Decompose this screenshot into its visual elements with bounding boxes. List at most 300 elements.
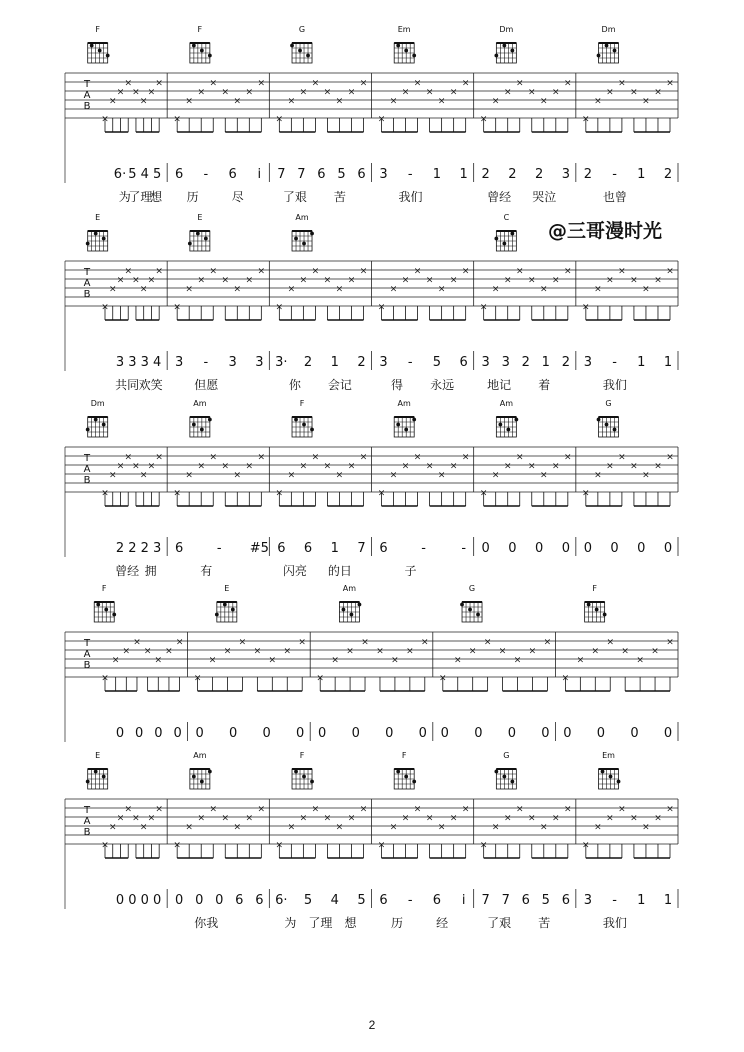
melody-note: 3	[501, 355, 510, 370]
melody-note: 0	[508, 541, 517, 556]
melody-note: 3	[228, 355, 237, 370]
tab-note: ×	[377, 840, 386, 851]
chord-dot	[587, 603, 591, 607]
tab-note: ×	[618, 78, 626, 89]
tab-note: ×	[618, 266, 626, 277]
chord-name: E	[95, 213, 101, 222]
tab-note: ×	[552, 813, 560, 824]
tab-note: ×	[515, 452, 524, 463]
chord-diagram	[190, 25, 212, 63]
tab-note: ×	[666, 78, 674, 89]
chord-dot	[396, 423, 400, 427]
tab-clef-letter: A	[83, 649, 91, 660]
lyric-text: 拥	[144, 564, 157, 578]
tab-note: ×	[582, 488, 590, 499]
tab-note: ×	[101, 840, 109, 851]
melody-note: 0	[154, 726, 163, 741]
chord-dot	[302, 775, 306, 779]
chord-dot	[192, 775, 196, 779]
tab-note: ×	[316, 673, 324, 684]
melody-note: 0	[228, 726, 238, 741]
tab-note: ×	[323, 461, 332, 472]
tab-note: ×	[389, 96, 398, 107]
tab-note: ×	[133, 637, 141, 648]
tab-note: ×	[552, 87, 560, 98]
chord-dot	[86, 780, 90, 784]
chord-name: Am	[397, 399, 411, 408]
tab-note: ×	[347, 87, 356, 98]
chord-dot	[597, 54, 601, 58]
chord-dot	[605, 44, 609, 48]
melody-note: 3	[561, 167, 570, 182]
lyric-text: 经	[436, 916, 449, 930]
melody-note: 0	[215, 893, 224, 908]
tab-note: ×	[479, 302, 488, 313]
chord-name: E	[224, 584, 230, 593]
chord-name: G	[503, 751, 510, 760]
melody-note: -	[612, 355, 617, 370]
melody-note: 6	[175, 167, 184, 182]
melody-note: 1	[432, 167, 442, 182]
lyric-text: 你我	[194, 916, 219, 930]
melody-note: 3	[379, 167, 388, 182]
melody-note: 0	[596, 726, 606, 741]
chord-dot	[306, 54, 310, 58]
tab-note: ×	[503, 275, 512, 286]
tab-note: ×	[425, 275, 434, 286]
melody-note: -	[407, 167, 413, 182]
chord-dot	[617, 780, 621, 784]
lyric-text: 苦	[538, 916, 551, 930]
chord-dot	[215, 613, 219, 617]
tab-note: ×	[101, 302, 109, 313]
chord-name: Am	[193, 751, 207, 760]
melody-note: 4	[140, 167, 149, 182]
melody-note: 6	[277, 541, 286, 556]
tab-clef-letter: A	[83, 816, 91, 827]
melody-note: 0	[140, 893, 149, 908]
tab-note: ×	[594, 284, 602, 295]
tab-note: ×	[377, 302, 386, 313]
melody-note: 0	[262, 726, 271, 741]
tab-note: ×	[298, 637, 306, 648]
tab-note: ×	[197, 275, 205, 286]
tab-note: ×	[116, 87, 125, 98]
chord-dot	[460, 603, 464, 607]
tab-note: ×	[425, 813, 434, 824]
tab-note: ×	[449, 813, 458, 824]
melody-note: 7	[481, 893, 490, 908]
chord-dot	[613, 49, 617, 53]
tab-note: ×	[503, 461, 512, 472]
chord-diagram	[597, 399, 619, 437]
melody-note: 7	[297, 167, 306, 182]
tab-note: ×	[642, 470, 650, 481]
chord-dot	[468, 608, 472, 612]
tab-note: ×	[132, 275, 140, 286]
melody-note: 6·	[275, 893, 288, 908]
lyric-text: 我们	[602, 378, 627, 392]
tab-note: ×	[491, 822, 500, 833]
tab-system	[65, 751, 678, 930]
melody-note: 1	[541, 355, 550, 370]
tab-note: ×	[185, 822, 193, 833]
tab-clef-letter: T	[83, 453, 91, 464]
chord-dot	[223, 603, 227, 607]
tab-note: ×	[299, 813, 308, 824]
melody-note: 6	[303, 541, 313, 556]
tab-note: ×	[221, 461, 230, 472]
tab-clef-letter: A	[83, 90, 91, 101]
tab-note: ×	[513, 655, 522, 666]
tab-system	[65, 25, 678, 204]
tab-note: ×	[173, 302, 181, 313]
chord-dot	[404, 428, 408, 432]
tab-note: ×	[323, 813, 332, 824]
tab-note: ×	[621, 646, 629, 657]
tab-note: ×	[173, 114, 181, 125]
chord-dot	[506, 428, 510, 432]
chord-dot	[601, 770, 605, 774]
chord-dot	[204, 237, 208, 241]
tab-note: ×	[479, 488, 488, 499]
melody-note: 0	[128, 893, 137, 908]
melody-note: i	[461, 893, 466, 908]
melody-note: -	[612, 167, 617, 182]
tab-note: ×	[287, 96, 296, 107]
chord-name: F	[95, 25, 100, 34]
tab-note: ×	[101, 114, 109, 125]
tab-note: ×	[540, 822, 548, 833]
tab-note: ×	[223, 646, 232, 657]
melody-note: 6	[432, 893, 442, 908]
tab-note: ×	[347, 275, 356, 286]
chord-diagram	[494, 25, 516, 63]
melody-note: 2	[521, 355, 530, 370]
tab-note: ×	[185, 284, 193, 295]
tab-clef-letter: T	[83, 267, 91, 278]
melody-note: 5	[357, 893, 366, 908]
tab-note: ×	[139, 284, 148, 295]
chord-dot	[510, 780, 514, 784]
melody-note: 0	[418, 726, 427, 741]
tab-note: ×	[221, 813, 230, 824]
chord-diagram	[496, 399, 518, 437]
tab-note: ×	[335, 470, 344, 481]
melody-note: 6	[255, 893, 264, 908]
melody-note: 3	[175, 355, 184, 370]
melody-note: 2	[128, 541, 137, 556]
tab-note: ×	[377, 114, 386, 125]
chord-dot	[310, 780, 314, 784]
chord-dot	[102, 775, 106, 779]
page-number: 2	[368, 1018, 376, 1032]
chord-diagram	[599, 751, 621, 789]
tab-note: ×	[630, 87, 638, 98]
chord-name: Am	[193, 399, 207, 408]
tab-clef-letter: B	[83, 660, 91, 671]
tab-note: ×	[449, 275, 458, 286]
tab-note: ×	[175, 637, 184, 648]
tab-note: ×	[651, 646, 659, 657]
tab-note: ×	[543, 637, 552, 648]
tab-note: ×	[606, 461, 614, 472]
chord-name: C	[503, 213, 510, 222]
tab-note: ×	[503, 87, 512, 98]
melody-note: 0	[115, 893, 125, 908]
tab-note: ×	[101, 673, 109, 684]
chord-diagram	[190, 399, 212, 437]
tab-note: ×	[449, 461, 458, 472]
chord-dot	[396, 44, 400, 48]
tab-note: ×	[331, 655, 339, 666]
tab-note: ×	[413, 78, 422, 89]
melody-note: 0	[507, 726, 517, 741]
tab-note: ×	[154, 655, 163, 666]
chord-dot	[350, 613, 354, 617]
tab-note: ×	[108, 470, 117, 481]
tab-note: ×	[591, 646, 600, 657]
lyric-text: 想	[344, 916, 357, 930]
tab-note: ×	[208, 655, 217, 666]
melody-note: 4	[330, 893, 339, 908]
tab-note: ×	[389, 284, 398, 295]
tab-note: ×	[540, 96, 548, 107]
tab-clef-letter: B	[83, 101, 91, 112]
tab-note: ×	[275, 114, 284, 125]
chord-dot	[208, 770, 212, 774]
chord-dot	[200, 780, 204, 784]
tab-note: ×	[618, 804, 626, 815]
tab-note: ×	[406, 646, 414, 657]
melody-note: -	[407, 893, 413, 908]
melody-note: 1	[637, 355, 646, 370]
tab-note: ×	[437, 284, 446, 295]
tab-note: ×	[132, 813, 140, 824]
tab-note: ×	[335, 822, 344, 833]
chord-name: Dm	[90, 399, 105, 408]
tab-note: ×	[503, 813, 512, 824]
tab-note: ×	[576, 655, 585, 666]
chord-dot	[510, 49, 514, 53]
tab-note: ×	[461, 452, 470, 463]
melody-note: 5	[337, 167, 346, 182]
chord-dot	[196, 232, 200, 236]
lyric-text: 历	[391, 916, 404, 930]
tab-note: ×	[413, 452, 422, 463]
lyric-text: 为	[118, 190, 131, 204]
tab-note: ×	[453, 655, 462, 666]
chord-name: F	[197, 25, 203, 34]
chord-diagram	[94, 584, 116, 622]
tab-note: ×	[335, 284, 344, 295]
chord-dot	[98, 49, 102, 53]
melody-note: -	[461, 541, 467, 556]
tab-note: ×	[221, 275, 230, 286]
tab-note: ×	[564, 78, 572, 89]
tab-note: ×	[185, 470, 193, 481]
melody-note: 6	[379, 541, 388, 556]
melody-note: 3	[140, 355, 149, 370]
chord-dot	[208, 54, 212, 58]
tab-note: ×	[606, 87, 614, 98]
tab-note: ×	[654, 275, 662, 286]
chord-dot	[342, 608, 346, 612]
chord-diagram	[190, 751, 212, 789]
tab-note: ×	[245, 87, 254, 98]
tab-note: ×	[564, 804, 572, 815]
melody-note: 0	[563, 726, 572, 741]
chord-dot	[102, 423, 106, 427]
tab-clef-letter: A	[83, 464, 91, 475]
tab-note: ×	[173, 488, 181, 499]
tab-note: ×	[636, 655, 644, 666]
tab-note: ×	[139, 96, 148, 107]
chord-diagram	[290, 25, 312, 63]
chord-name: Em	[397, 25, 411, 34]
chord-name: G	[605, 399, 612, 408]
lyric-text: 的日	[327, 564, 352, 578]
melody-note: 6	[561, 893, 570, 908]
chord-dot	[94, 770, 98, 774]
melody-note: 2	[115, 541, 125, 556]
chord-name: Am	[295, 213, 309, 222]
lyric-text: 尽	[231, 190, 244, 204]
chord-diagram	[597, 25, 619, 63]
melody-note: 6	[459, 355, 468, 370]
chord-name: E	[95, 751, 101, 760]
tab-note: ×	[606, 637, 615, 648]
lyric-text: 共同	[115, 378, 140, 392]
melody-note: 3·	[275, 355, 288, 370]
tab-note: ×	[666, 266, 674, 277]
tab-note: ×	[359, 452, 368, 463]
lyric-text: 曾经	[115, 564, 140, 578]
tab-note: ×	[116, 275, 125, 286]
chord-name: Am	[499, 399, 513, 408]
tab-note: ×	[413, 804, 422, 815]
tab-note: ×	[654, 461, 662, 472]
melody-note: 1	[663, 893, 673, 908]
melody-note: 3	[115, 355, 125, 370]
tab-note: ×	[654, 813, 662, 824]
tab-note: ×	[155, 452, 163, 463]
chord-dot	[112, 613, 116, 617]
lyric-text: 但愿	[194, 378, 219, 392]
tab-note: ×	[359, 804, 368, 815]
melody-note: 3	[481, 355, 490, 370]
tab-note: ×	[101, 488, 109, 499]
tab-note: ×	[299, 275, 308, 286]
melody-note: 0	[630, 726, 639, 741]
chord-dot	[494, 54, 498, 58]
melody-note: 1	[637, 167, 646, 182]
tab-system	[65, 584, 678, 742]
melody-note: 0	[534, 541, 544, 556]
melody-note: 2	[508, 167, 517, 182]
lyric-text: 苦	[333, 190, 346, 204]
lyric-text: 想	[150, 190, 163, 204]
tab-note: ×	[147, 813, 156, 824]
chord-dot	[514, 418, 518, 422]
tab-note: ×	[582, 302, 590, 313]
tab-note: ×	[654, 87, 662, 98]
tab-note: ×	[642, 284, 650, 295]
chord-diagram	[394, 25, 416, 63]
tab-note: ×	[413, 266, 422, 277]
melody-note: 1	[637, 893, 646, 908]
chord-dot	[94, 232, 98, 236]
chord-dot	[106, 54, 110, 58]
lyric-text: 曾经	[487, 190, 512, 204]
tab-note: ×	[642, 822, 650, 833]
chord-dot	[494, 770, 498, 774]
chord-dot	[96, 603, 100, 607]
tab-note: ×	[139, 822, 148, 833]
chord-dot	[358, 603, 362, 607]
chord-name: F	[101, 584, 107, 593]
tab-clef-letter: A	[83, 278, 91, 289]
tab-note: ×	[666, 804, 674, 815]
tab-note: ×	[116, 461, 125, 472]
tab-note: ×	[275, 488, 284, 499]
melody-note: 5	[153, 167, 162, 182]
chord-dot	[290, 44, 294, 48]
chord-diagram	[339, 584, 361, 622]
melody-note: 2	[357, 355, 366, 370]
melody-note: -	[203, 355, 209, 370]
melody-note: 7	[277, 167, 286, 182]
tab-note: ×	[389, 822, 398, 833]
tab-note: ×	[552, 461, 560, 472]
tab-note: ×	[209, 266, 218, 277]
melody-note: #5	[249, 541, 269, 556]
tab-note: ×	[666, 452, 674, 463]
tab-note: ×	[359, 266, 368, 277]
chord-dot	[102, 237, 106, 241]
tab-note: ×	[491, 284, 500, 295]
tab-note: ×	[111, 655, 120, 666]
chord-dot	[294, 418, 298, 422]
tab-note: ×	[606, 275, 614, 286]
lyric-text: 了理	[308, 916, 333, 930]
melody-note: 3	[583, 893, 592, 908]
chord-diagram	[460, 584, 482, 622]
tab-note: ×	[147, 461, 156, 472]
tab-note: ×	[527, 87, 536, 98]
melody-note: 3	[379, 355, 388, 370]
melody-note: 2	[534, 167, 544, 182]
melody-note: 0	[135, 726, 144, 741]
tab-note: ×	[245, 275, 254, 286]
lyric-text: 了艰	[487, 916, 512, 930]
chord-dot	[310, 232, 314, 236]
chord-dot	[613, 428, 617, 432]
tab-note: ×	[311, 804, 320, 815]
tab-note: ×	[594, 822, 602, 833]
chord-dot	[510, 232, 514, 236]
tab-note: ×	[437, 470, 446, 481]
chord-diagram	[88, 25, 110, 63]
chord-dot	[502, 775, 506, 779]
tab-note: ×	[257, 78, 266, 89]
melody-note: 6	[175, 541, 184, 556]
chord-diagram	[494, 213, 516, 251]
tab-clef-letter: T	[83, 805, 91, 816]
chord-name: E	[197, 213, 203, 222]
chord-dot	[298, 49, 302, 53]
chord-name: Dm	[499, 25, 514, 34]
